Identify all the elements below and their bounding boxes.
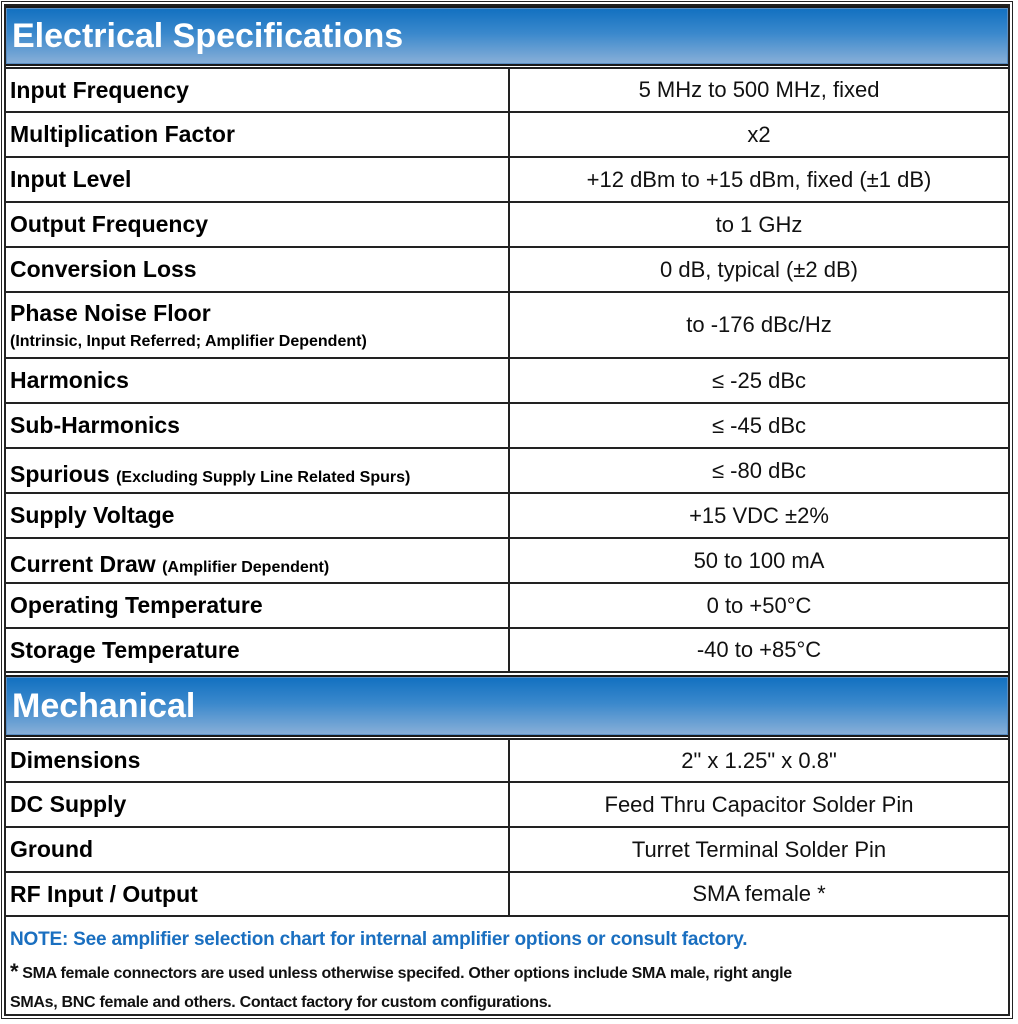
spec-label-text: Current Draw (10, 551, 156, 577)
spec-value: +15 VDC ±2% (689, 502, 829, 528)
table-row (6, 67, 1008, 113)
spec-label-text: Dimensions (10, 747, 141, 773)
spec-value: 2" x 1.25" x 0.8" (681, 747, 837, 773)
spec-value: +12 dBm to +15 dBm, fixed (±1 dB) (586, 166, 932, 192)
spec-value: 0 dB, typical (±2 dB) (660, 256, 858, 282)
electrical-section-header (6, 6, 1008, 66)
spec-label-text: Supply Voltage (10, 502, 175, 528)
spec-value: ≤ -45 dBc (711, 412, 806, 438)
table-row (6, 359, 1008, 404)
electrical-title: Electrical Specifications (12, 17, 404, 55)
spec-label (6, 584, 510, 627)
connector-footnote (10, 957, 1008, 1017)
spec-value: ≤ -25 dBc (711, 367, 806, 393)
table-row (6, 783, 1008, 828)
spec-label-text: Output Frequency (10, 211, 209, 237)
spec-value: Turret Terminal Solder Pin (631, 836, 887, 862)
footnote-line-1: SMA female connectors are used unless otherwise specifed. Other options include SMA male, right angle (22, 965, 792, 982)
spec-label-text: Storage Temperature (10, 636, 240, 663)
table-row (6, 738, 1008, 783)
table-row (6, 539, 1008, 584)
spec-label-text: Phase Noise Floor (10, 299, 211, 326)
spec-sublabel: (Amplifier Dependent) (162, 559, 330, 576)
spec-label (6, 494, 510, 537)
spec-sublabel: (Excluding Supply Line Related Spurs) (116, 469, 411, 486)
spec-label-text: Conversion Loss (10, 256, 197, 282)
spec-label (6, 293, 510, 357)
table-row (6, 293, 1008, 359)
table-row (6, 494, 1008, 539)
spec-label (6, 404, 510, 447)
spec-label-text: Input Frequency (10, 76, 189, 103)
spec-value: x2 (747, 121, 771, 147)
table-row (6, 828, 1008, 873)
spec-value: ≤ -80 dBc (711, 457, 806, 483)
spec-sublabel: (Intrinsic, Input Referred; Amplifier Dependent) (10, 332, 367, 350)
spec-label (6, 740, 510, 781)
mechanical-title: Mechanical (12, 687, 196, 725)
spec-label-text: Operating Temperature (10, 592, 263, 618)
amplifier-note: NOTE: See amplifier selection chart for internal amplifier options or consult factory. (10, 929, 748, 950)
table-row (6, 584, 1008, 629)
footnote-line-2: SMAs, BNC female and others. Contact factory for custom configurations. (10, 994, 552, 1011)
notes-section (6, 918, 1008, 1014)
spec-value: 5 MHz to 500 MHz, fixed (638, 77, 880, 102)
spec-label (6, 783, 510, 826)
electrical-rows (6, 67, 1008, 673)
spec-value: -40 to +85°C (696, 637, 822, 662)
spec-label (6, 248, 510, 291)
table-row (6, 248, 1008, 293)
spec-label-text: Sub-Harmonics (10, 412, 180, 438)
spec-label-text: RF Input / Output (10, 880, 198, 907)
spec-label-text: Multiplication Factor (10, 121, 235, 147)
spec-table (4, 4, 1010, 1016)
spec-label (6, 539, 510, 582)
spec-value: SMA female * (692, 881, 826, 906)
spec-sheet (1, 1, 1013, 1019)
table-row (6, 404, 1008, 449)
spec-label (6, 203, 510, 246)
table-row (6, 158, 1008, 203)
spec-label (6, 449, 510, 492)
spec-label (6, 69, 510, 111)
spec-value: to 1 GHz (715, 211, 803, 237)
spec-label (6, 828, 510, 871)
spec-value: 0 to +50°C (706, 592, 812, 618)
spec-value: to -176 dBc/Hz (686, 312, 832, 337)
spec-label-text: Spurious (10, 461, 110, 487)
spec-value: 50 to 100 mA (693, 547, 825, 573)
table-row (6, 449, 1008, 494)
spec-label (6, 873, 510, 915)
mechanical-section-header (6, 675, 1008, 737)
spec-label-text: Harmonics (10, 367, 129, 393)
spec-label (6, 158, 510, 201)
spec-label (6, 629, 510, 671)
spec-label-text: Input Level (10, 166, 132, 192)
spec-value: Feed Thru Capacitor Solder Pin (604, 791, 914, 817)
spec-label-text: Ground (10, 836, 94, 862)
spec-label (6, 113, 510, 156)
spec-label (6, 359, 510, 402)
table-row (6, 203, 1008, 248)
table-row (6, 629, 1008, 673)
asterisk-marker: * (10, 959, 19, 984)
mechanical-rows (6, 738, 1008, 917)
table-row (6, 113, 1008, 158)
table-row (6, 873, 1008, 917)
spec-label-text: DC Supply (10, 791, 127, 817)
